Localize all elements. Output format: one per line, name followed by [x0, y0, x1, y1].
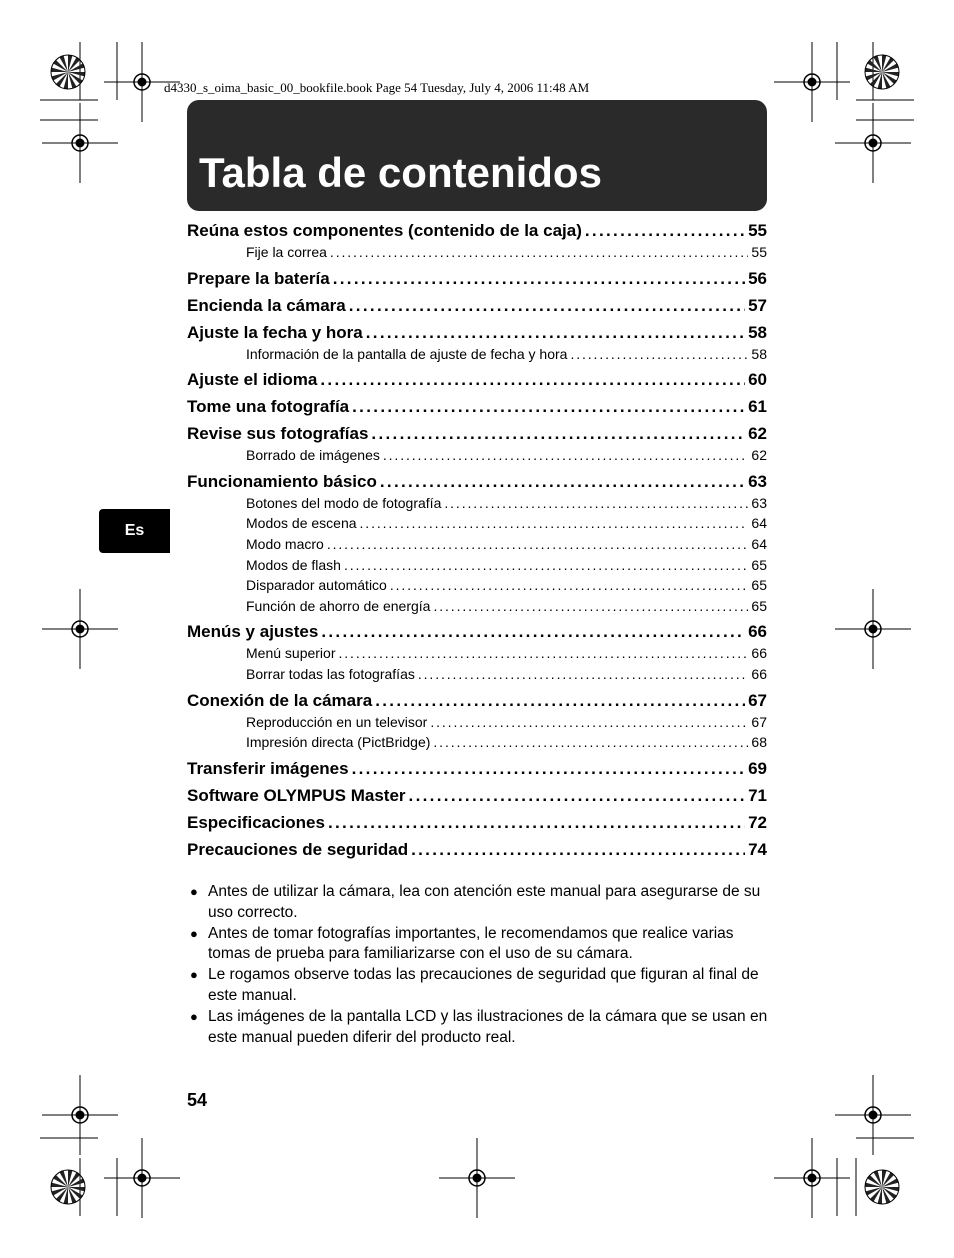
toc-page: 67 [748, 690, 767, 710]
star-target-icon [865, 55, 899, 89]
page-title: Tabla de contenidos [199, 149, 602, 196]
toc-page: 63 [751, 494, 767, 511]
toc-page: 62 [748, 424, 767, 444]
toc-page: 67 [751, 713, 767, 730]
registration-mark-icon [439, 1138, 515, 1218]
toc-label: Revise sus fotografías [187, 424, 369, 444]
registration-mark-icon [42, 1075, 118, 1155]
toc-page: 55 [748, 221, 767, 240]
toc-label: Modo macro [246, 535, 324, 552]
registration-mark-icon [835, 1075, 911, 1155]
note-text: Antes de utilizar la cámara, lea con atención este manual para asegurarse de su uso correcto. [208, 883, 761, 921]
toc-page: 69 [748, 758, 767, 778]
toc-label: Tome una fotografía [187, 397, 350, 417]
note-text: Le rogamos observe todas las precauciones de seguridad que figuran al final de este manual. [208, 966, 759, 1004]
toc-page: 65 [751, 597, 767, 614]
language-tab-label: Es [124, 522, 145, 539]
toc-label: Disparador automático [246, 577, 387, 594]
toc-label: Especificaciones [187, 812, 325, 832]
registration-mark-icon [42, 103, 118, 183]
toc-label: Borrado de imágenes [246, 447, 380, 464]
toc-page: 62 [751, 447, 767, 464]
toc-label: Conexión de la cámara [187, 690, 373, 710]
toc-page: 61 [748, 397, 767, 417]
toc-label: Botones del modo de fotografía [246, 494, 442, 511]
toc-page: 72 [748, 812, 767, 832]
registration-marks [42, 42, 911, 1218]
toc-page: 58 [748, 322, 767, 342]
toc-label: Menús y ajustes [187, 622, 319, 642]
registration-mark-icon [42, 589, 118, 669]
toc-label: Fije la correa [246, 244, 327, 260]
registration-mark-icon [774, 1138, 850, 1218]
toc-page: 65 [751, 556, 767, 573]
toc-page: 58 [751, 345, 767, 362]
bullet-icon: ● [190, 967, 198, 983]
color-wheels [51, 55, 899, 1204]
registration-mark-icon [835, 589, 911, 669]
registration-mark-icon [104, 42, 180, 122]
toc-label: Funcionamiento básico [187, 471, 377, 491]
toc-page: 55 [751, 244, 767, 260]
toc-page: 66 [748, 622, 767, 642]
toc-page: 65 [751, 577, 767, 594]
toc-page: 63 [748, 471, 767, 491]
bullet-icon: ● [190, 925, 198, 941]
star-target-icon [865, 1170, 899, 1204]
toc-label: Reproducción en un televisor [246, 713, 428, 730]
registration-mark-icon [104, 1138, 180, 1218]
toc-label: Ajuste el idioma [187, 370, 318, 390]
bullet-icon: ● [190, 1008, 198, 1024]
toc-label: Transferir imágenes [187, 758, 349, 778]
toc-page: 74 [748, 839, 767, 859]
toc-page: 64 [751, 535, 767, 552]
toc-label: Función de ahorro de energía [246, 597, 431, 614]
toc-page: 57 [748, 295, 767, 315]
toc-label: Menú superior [246, 645, 336, 662]
toc-page: 66 [751, 665, 767, 682]
note-text: Las imágenes de la pantalla LCD y las ilustraciones de la cámara que se usan en este manual pueden diferir del producto real. [208, 1007, 768, 1046]
toc-label: Encienda la cámara [187, 295, 346, 315]
star-target-icon [51, 55, 85, 89]
registration-mark-icon [774, 42, 850, 122]
toc-label: Precauciones de seguridad [187, 839, 409, 859]
toc-page: 71 [748, 785, 767, 805]
toc-label: Impresión directa (PictBridge) [246, 734, 431, 751]
toc-label: Información de la pantalla de ajuste de fecha y hora [246, 345, 568, 362]
print-header-line: d4330_s_oima_basic_00_bookfile.book Page 54 Tuesday, July 4, 2006 11:48 AM [164, 80, 590, 95]
toc-label: Modos de flash [246, 556, 341, 573]
registration-mark-icon [835, 103, 911, 183]
toc-page: 68 [751, 734, 767, 751]
note-text: Antes de tomar fotografías importantes, le recomendamos que realice varias tomas de prueba para familiarizarse con el uso de su cámara. [208, 924, 734, 963]
toc-page: 66 [751, 645, 767, 662]
toc-page: 60 [748, 370, 767, 390]
toc-label: Prepare la batería [187, 268, 330, 288]
toc-label: Borrar todas las fotografías [246, 665, 415, 682]
star-target-icon [51, 1170, 85, 1204]
bullet-icon: ● [190, 884, 198, 899]
toc-label: Software OLYMPUS Master [187, 785, 406, 805]
page-number: 54 [187, 1090, 208, 1110]
toc-page: 64 [751, 515, 767, 532]
toc-label: Reúna estos componentes (contenido de la caja) [187, 221, 582, 240]
toc-label: Modos de escena [246, 515, 357, 532]
toc-label: Ajuste la fecha y hora [187, 322, 363, 342]
toc-page: 56 [748, 268, 767, 288]
